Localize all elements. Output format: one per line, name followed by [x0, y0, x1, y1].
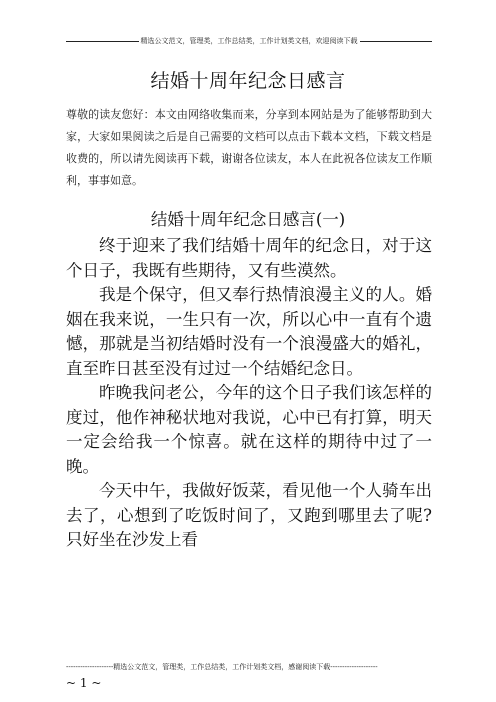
document-body [66, 234, 432, 553]
page-header [66, 33, 432, 49]
page-footer: --------------------精选公文范文，管理类，工作总结类，工作计划类文档，感谢阅读下载-------------------- [66, 663, 378, 671]
section-title: 结婚十周年纪念日感言(一) [150, 210, 346, 229]
header-rule-right [360, 41, 433, 42]
header-text: 精选公文范文，管理类，工作总结类，工作计划类文档，欢迎阅读下载 [140, 37, 358, 45]
paragraph: 我是个保守，但又奉行热情浪漫主义的人。婚姻在我来说，一生只有一次，所以心中一直有个遗憾，那就是当初结婚时没有一个浪漫盛大的婚礼，直至昨日甚至没有过过一个结婚纪念日。 [66, 285, 432, 378]
paragraph: 今天中午，我做好饭菜，看见他一个人骑车出去了，心想到了吃饭时间了，又跑到哪里去了呢?只好坐在沙发上看 [66, 481, 432, 549]
header-rule-left [66, 41, 139, 42]
paragraph: 终于迎来了我们结婚十周年的纪念日，对于这个日子，我既有些期待，又有些漠然。 [66, 236, 432, 280]
page-number: ~ 1 ~ [66, 676, 102, 690]
document-title: 结婚十周年纪念日感言 [150, 70, 346, 92]
reader-notice: 尊敬的读友您好：本文由网络收集而来，分享到本网站是为了能够帮助到大家，大家如果阅读之后是自己需要的文档可以点击下载本文档，下载文档是收费的，所以请先阅读再下载，谢谢各位读友，本人在此祝各位读友工作顺利，事事如意。 [66, 108, 432, 187]
paragraph: 昨晚我问老公，今年的这个日子我们该怎样的度过，他作神秘状地对我说，心中已有打算，明天一定会给我一个惊喜。就在这样的期待中过了一晚。 [66, 383, 432, 476]
